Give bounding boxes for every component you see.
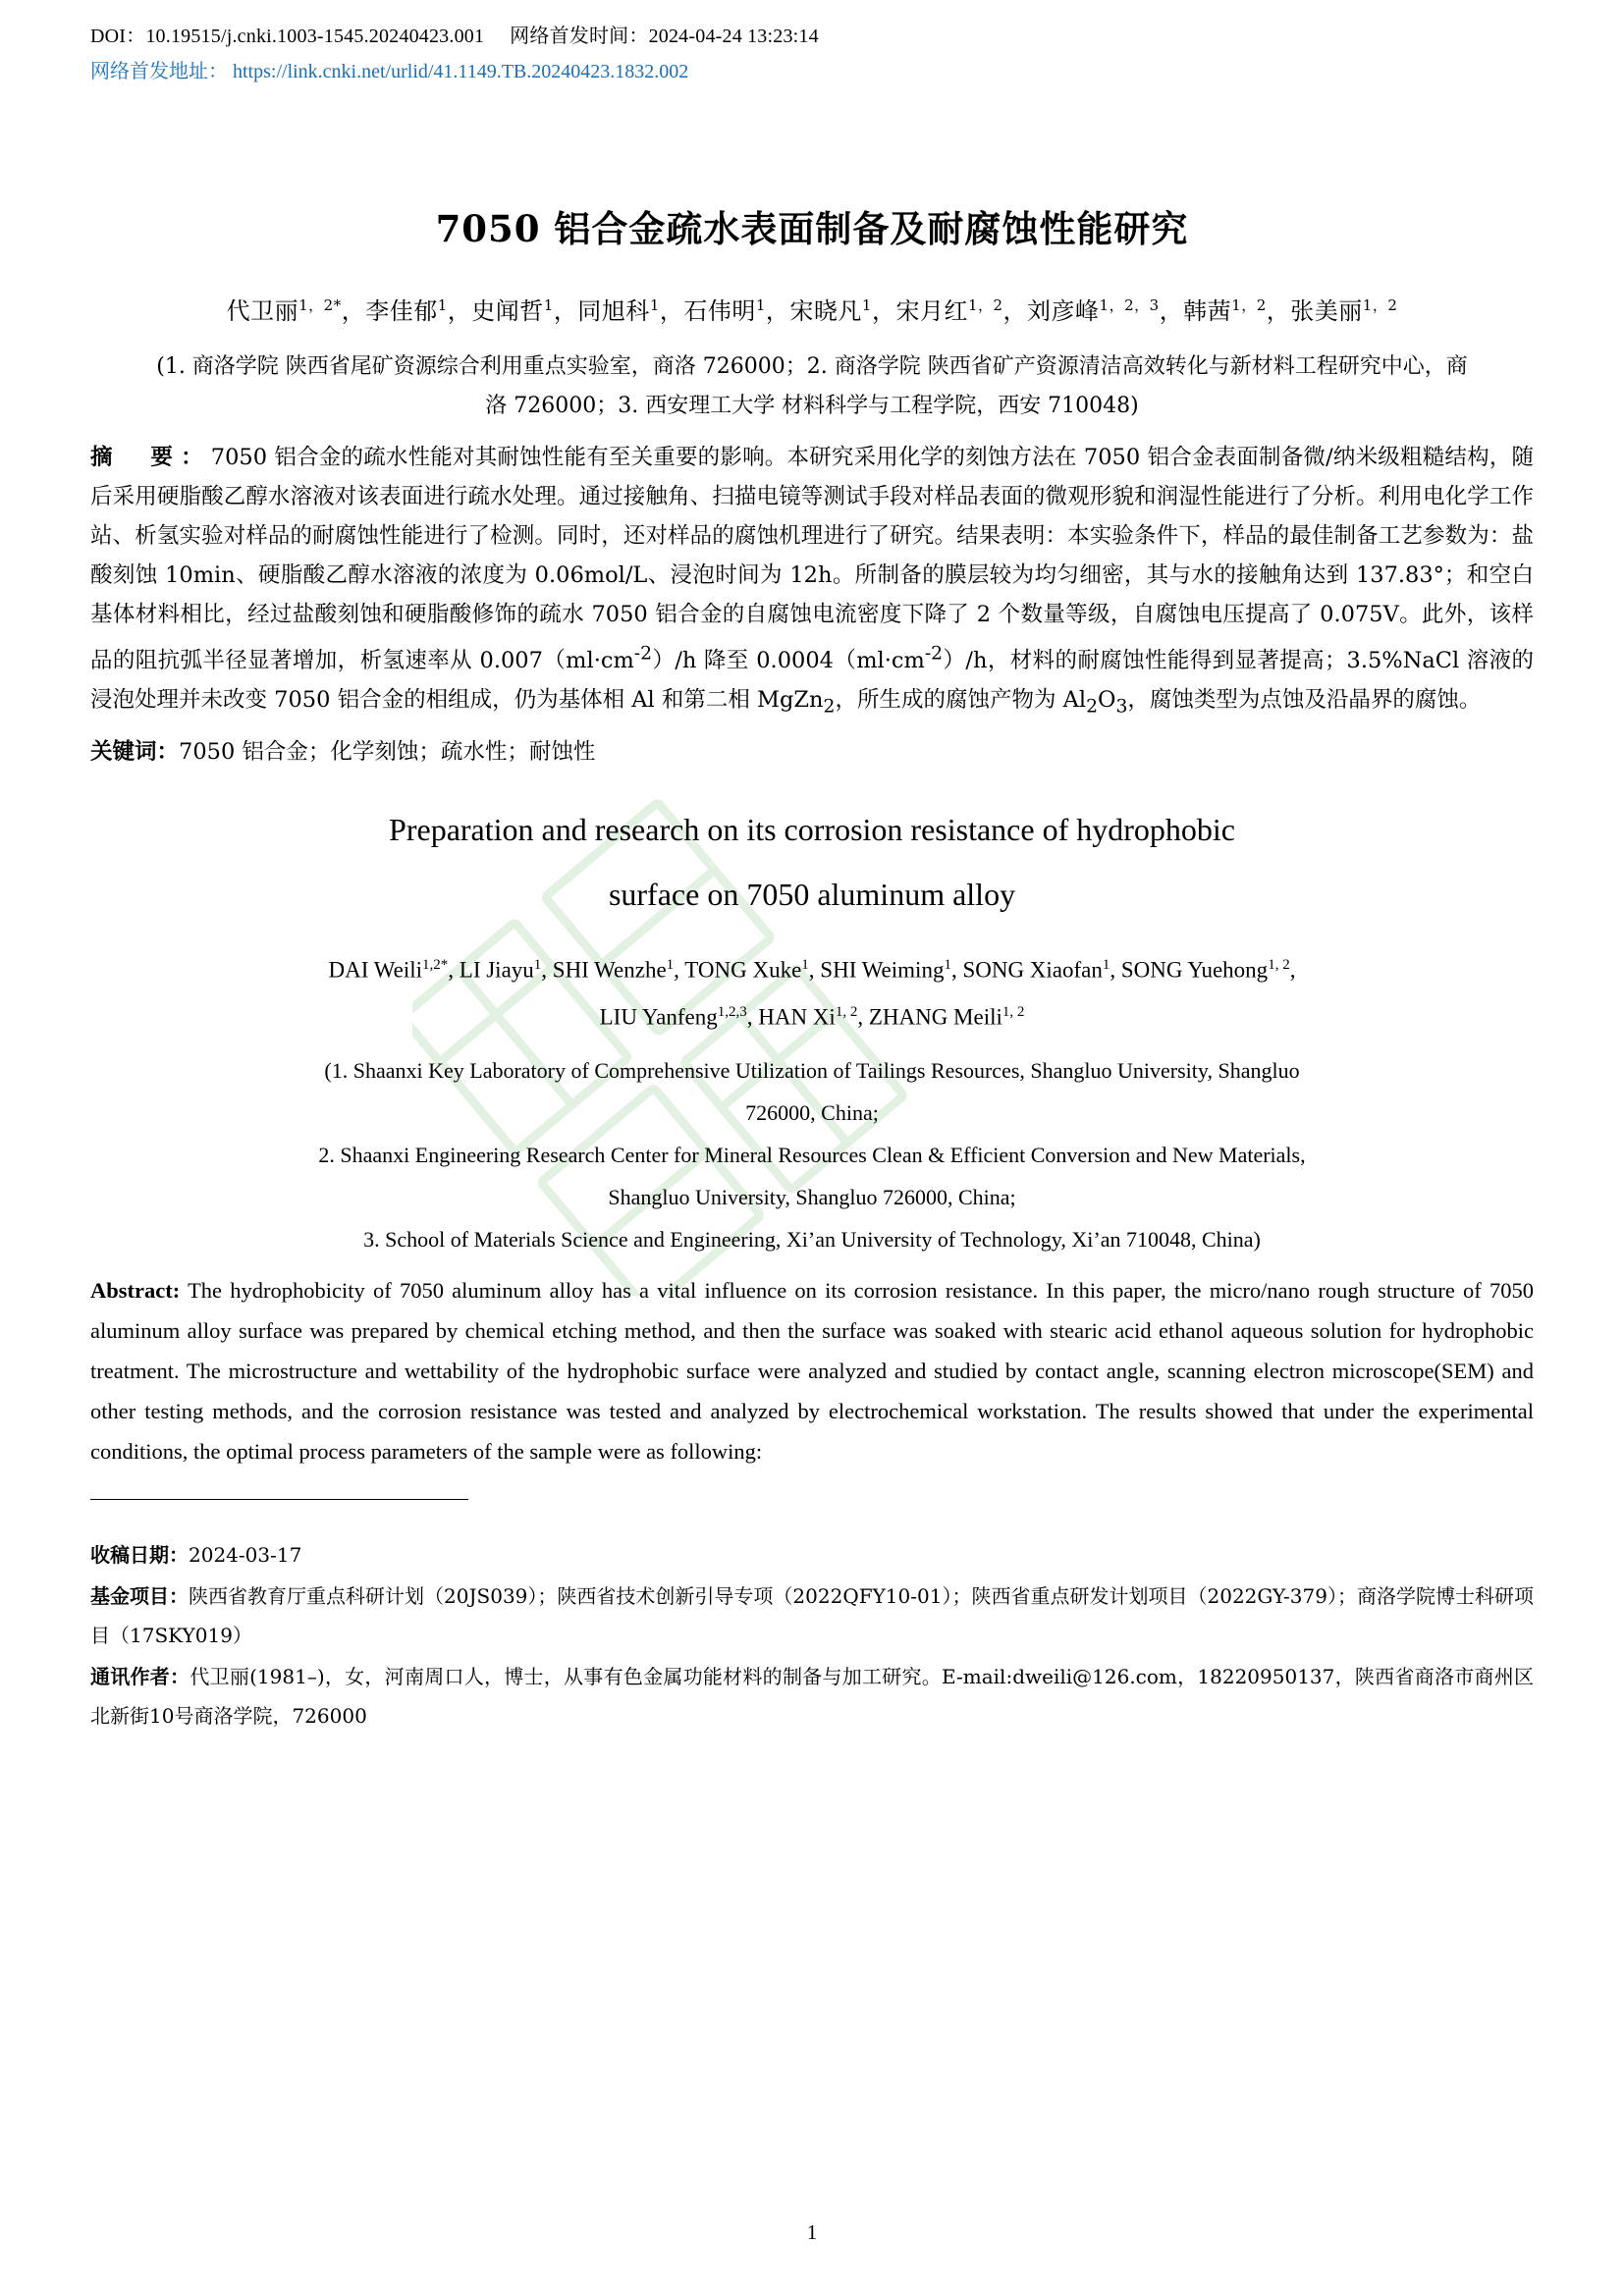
paper-title-cn: 7050 铝合金疏水表面制备及耐腐蚀性能研究 (435, 207, 1189, 250)
affiliation-en-line: 3. School of Materials Science and Engineering, Xi’an University of Technology, Xi’an 710048, China) (363, 1227, 1261, 1253)
abstract-label-en: Abstract: (90, 1278, 181, 1304)
paper-title-en (90, 797, 1534, 927)
corresponding-value: 代卫丽(1981–)，女，河南周口人，博士，从事有色金属功能材料的制备与加工研究。E-mail:dweili@126.com，18220950137，陕西省商洛市商州区北新街10号商洛学院，726000 (90, 1665, 1535, 1729)
doi-line (90, 20, 1534, 48)
keywords-cn (90, 732, 1534, 772)
corresponding-label: 通讯作者： (90, 1665, 190, 1689)
footnotes (90, 1535, 1534, 1735)
footnote-received (90, 1535, 1534, 1575)
abstract-text-en: The hydrophobicity of 7050 aluminum alloy has a vital influence on its corrosion resistance. In this paper, the micro/nano rough structure of 7050 aluminum alloy surface was prepared by chemical etching method, and then the surface was soaked with stearic acid ethanol aqueous solution for hydrophobic treatment. The microstructure and wettability of the hydrophobic surface were analyzed and studied by contact angle, scanning electron microscope(SEM) and other testing methods, and the corrosion resistance was tested and analyzed by electrochemical workstation. The results showed that under the experimental conditions, the optimal process parameters of the sample were as following: (90, 1278, 1535, 1465)
abstract-en (90, 1270, 1534, 1471)
fund-label: 基金项目： (90, 1584, 189, 1609)
footnote-fund (90, 1576, 1534, 1655)
doi-label: DOI： (90, 26, 146, 47)
received-value: 2024-03-17 (189, 1543, 302, 1568)
page-number: 1 (806, 2220, 818, 2244)
footnote-corresponding (90, 1657, 1534, 1735)
authors-en-line1: DAI Weili$^{1,2*}$, LI Jiayu$^1$, SHI Wenzhe$^1$, TONG Xuke$^1$, SHI Weiming$^1$, SONG Xiaofan$^1$, SONG Yuehong$^{1, 2}$, (328, 957, 1296, 983)
abstract-text-cn: 7050 铝合金的疏水性能对其耐蚀性能有至关重要的影响。本研究采用化学的刻蚀方法在 7050 铝合金表面制备微/纳米级粗糙结构，随后采用硬脂酸乙醇水溶液对该表面进行疏水处理。通过接触角、扫描电镜等测试手段对样品表面的微观形貌和润湿性能进行了分析。利用电化学工作站、析氢实验对样品的耐腐蚀性能进行了检测。同时，还对样品的腐蚀机理进行了研究。结果表明：本实验条件下，样品的最佳制备工艺参数为：盐酸刻蚀 10min、硬脂酸乙醇水溶液的浓度为 0.06mol/L、浸泡时间为 12h。所制备的膜层较为均匀细密，其与水的接触角达到 137.83°；和空白基体材料相比，经过盐酸刻蚀和硬脂酸修饰的疏水 7050 铝合金的自腐蚀电流密度下降了 2 个数量等级，自腐蚀电压提高了 0.075V。此外，该样品的阻抗弧半径显著增加，析氢速率从 $0.007(ml\cdot cm^{-2})/h$ 降至 $0.0004(ml\cdot cm^{-2})/h$，材料的耐腐蚀性能得到显著提高；3.5%NaCl 溶液的浸泡处理并未改变 7050 铝合金的相组成，仍为基体相 Al 和第二相 MgZn$_2$，所生成的腐蚀产物为 $Al_2O_3$，腐蚀类型为点蚀及沿晶界的腐蚀。 (90, 445, 1534, 717)
received-label: 收稿日期： (90, 1543, 189, 1568)
footnote-divider (90, 1499, 468, 1500)
affiliation-cn: (1. 商洛学院 陕西省尾矿资源综合利用重点实验室，商洛 726000；2. 商洛学院 陕西省矿产资源清洁高效转化与新材料工程研究中心，商洛 726000；3. 西安理工大学 材料科学与工程学院，西安 710048) (156, 354, 1468, 418)
abstract-label-cn: 摘 要： (90, 445, 211, 470)
fund-value: 陕西省教育厅重点科研计划（20JS039）；陕西省技术创新引导专项（2022QFY10-01）；陕西省重点研发计划项目（2022GY-379）；商洛学院博士科研项目（17SKY019） (90, 1584, 1534, 1648)
affiliation-en-line: 2. Shaanxi Engineering Research Center for Mineral Resources Clean & Efficient Conversion and New Materials, (318, 1143, 1306, 1168)
affiliation-en-line: (1. Shaanxi Key Laboratory of Comprehensive Utilization of Tailings Resources, Shangluo University, Shangluo (324, 1058, 1300, 1084)
keywords-label-cn: 关键词： (90, 739, 180, 765)
abstract-cn (90, 438, 1534, 726)
affiliation-en-line: 726000, China; (745, 1100, 879, 1126)
paper-title-en-line2: surface on 7050 aluminum alloy (608, 877, 1016, 912)
authors-en-line2: LIU Yanfeng$^{1,2,3}$, HAN Xi$^{1, 2}$, ZHANG Meili$^{1, 2}$ (599, 1003, 1025, 1030)
authors-en (90, 944, 1534, 1038)
doi-value: 10.19515/j.cnki.1003-1545.20240423.001 (145, 26, 485, 47)
keywords-text-cn: 7050 铝合金；化学刻蚀；疏水性；耐蚀性 (179, 739, 596, 765)
affiliation-en (90, 1049, 1534, 1260)
affiliation-en-line: Shangluo University, Shangluo 726000, China; (608, 1185, 1016, 1210)
online-url-link[interactable]: https://link.cnki.net/urlid/41.1149.TB.20240423.1832.002 (233, 61, 689, 82)
paper-title-en-line1: Preparation and research on its corrosion resistance of hydrophobic (389, 812, 1235, 847)
online-first-value: 2024-04-24 13:23:14 (648, 26, 819, 47)
online-first-label: 网络首发时间： (510, 26, 649, 47)
online-url-label: 网络首发地址： (90, 61, 228, 82)
authors-cn: 代卫丽$^{1,2*}$，李佳郁$^1$，史闻哲$^1$，同旭科$^1$，石伟明$^1$，宋晓凡$^1$，宋月红$^{1,2}$，刘彦峰$^{1,2,3}$，韩茜$^{1,2}$，张美丽$^{1,2}$ (226, 296, 1398, 325)
online-url-line (90, 55, 1534, 83)
